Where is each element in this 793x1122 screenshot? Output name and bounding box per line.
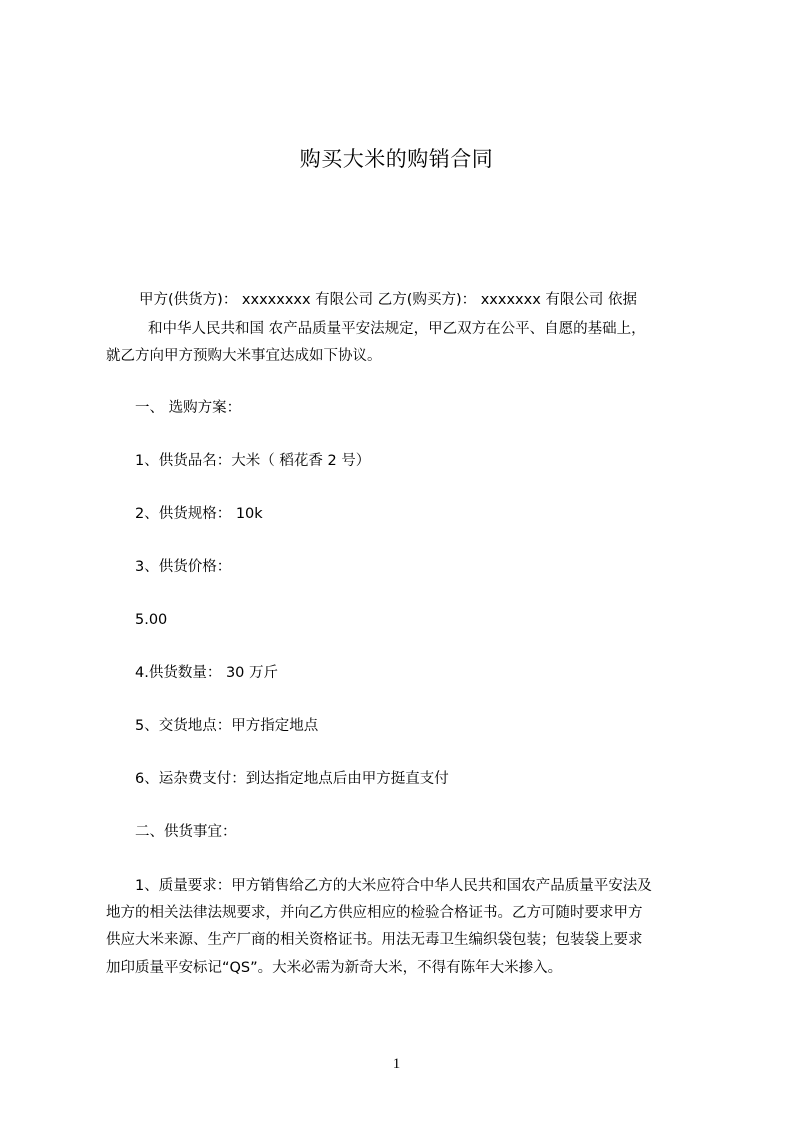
list-item: 2、供货规格： 10k bbox=[135, 506, 263, 522]
list-item: 1、供货品名：大米（ 稻花香 2 号） bbox=[135, 453, 371, 469]
paragraph-line: 供应大米来源、生产厂商的相关资格证书。用法无毒卫生编织袋包装；包装袋上要求 bbox=[106, 932, 643, 948]
paragraph-line: 1、质量要求：甲方销售给乙方的大米应符合中华人民共和国农产品质量平安法及 bbox=[135, 878, 652, 894]
list-item: 3、供货价格： bbox=[135, 559, 232, 575]
paragraph-line: 加印质量平安标记“QS”。大米必需为新奇大米，不得有陈年大米掺入。 bbox=[106, 960, 563, 976]
list-item: 5.00 bbox=[135, 612, 168, 628]
page-title: 购买大米的购销合同 bbox=[299, 147, 494, 171]
paragraph-line: 地方的相关法律法规要求，并向乙方供应相应的检验合格证书。乙方可随时要求甲方 bbox=[106, 905, 643, 921]
intro-line: 和中华人民共和国 农产品质量平安法规定，甲乙双方在公平、自愿的基础上， bbox=[148, 321, 646, 337]
intro-line: 就乙方向甲方预购大米事宜达成如下协议。 bbox=[106, 348, 382, 364]
list-item: 4.供货数量： 30 万斤 bbox=[135, 665, 279, 681]
list-item: 5、交货地点：甲方指定地点 bbox=[135, 718, 319, 734]
section-heading: 二、供货事宜： bbox=[135, 824, 237, 840]
list-item: 6、运杂费支付：到达指定地点后由甲方挺直支付 bbox=[135, 771, 449, 787]
intro-line: 甲方(供货方)： xxxxxxxx 有限公司 乙方(购买方)： xxxxxxx 有限公司 依据 bbox=[139, 292, 637, 308]
page-number: 1 bbox=[392, 1056, 401, 1072]
section-heading: 一、 选购方案： bbox=[135, 400, 242, 416]
